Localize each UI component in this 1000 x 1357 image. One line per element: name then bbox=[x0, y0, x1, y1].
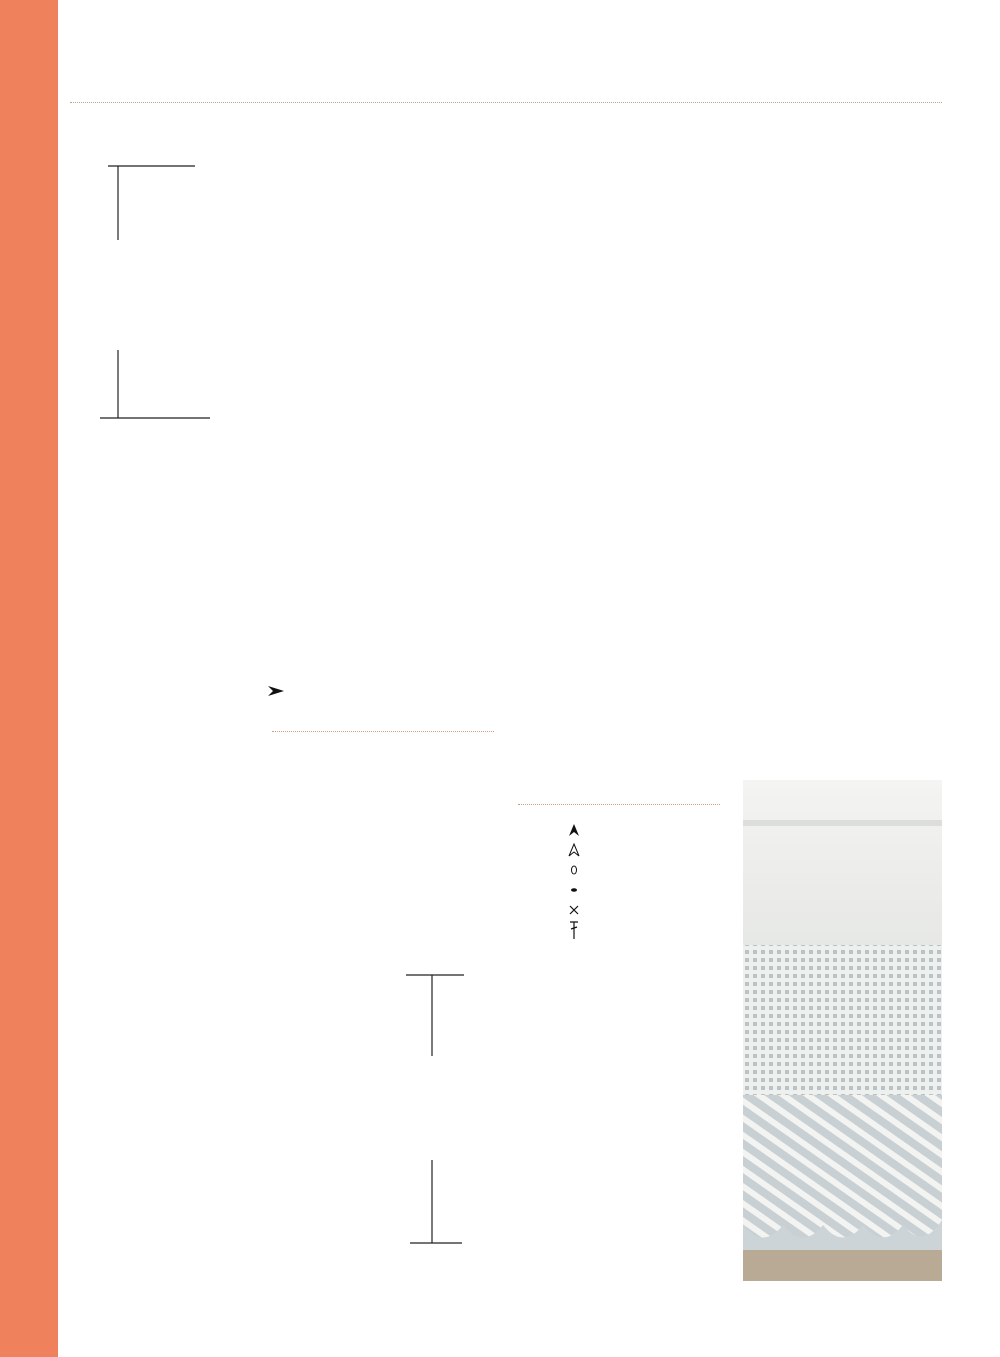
crochet-diagram-dettaglio bbox=[80, 740, 500, 1320]
repeat-bracket-a bbox=[406, 975, 464, 1243]
lace-photo bbox=[743, 780, 942, 1281]
legend-item bbox=[560, 820, 750, 840]
single-crochet-icon bbox=[560, 903, 588, 917]
double-crochet-icon bbox=[560, 920, 588, 940]
end-arrow-icon bbox=[560, 843, 588, 857]
legend-item bbox=[560, 860, 750, 880]
slip-stitch-icon bbox=[560, 883, 588, 897]
crochet-diagram-bordo bbox=[0, 110, 960, 710]
heading-rule bbox=[272, 731, 494, 732]
chain-stitch-icon bbox=[560, 863, 588, 877]
repeat-bracket-b bbox=[100, 166, 210, 418]
start-arrow-icon bbox=[268, 686, 284, 696]
start-arrow-icon bbox=[560, 823, 588, 837]
legend-item bbox=[560, 900, 750, 920]
heading-rule bbox=[70, 102, 942, 103]
legend-rule bbox=[518, 804, 720, 805]
legend-item bbox=[560, 920, 750, 940]
legend-item bbox=[560, 880, 750, 900]
legend bbox=[560, 820, 750, 940]
legend-item bbox=[560, 840, 750, 860]
